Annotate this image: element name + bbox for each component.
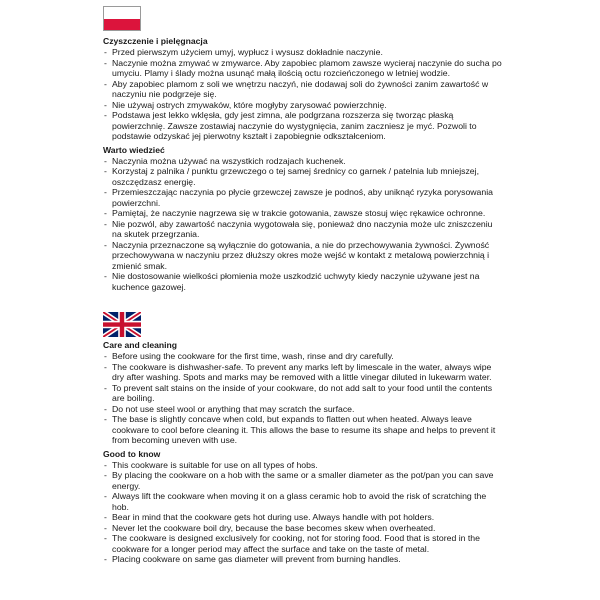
poland-flag-icon — [103, 6, 141, 31]
en-know-heading: Good to know — [103, 448, 161, 459]
list-item: - Aby zapobiec plamom z soli we wnętrzu naczyń, nie dodawaj soli do żywności zanim zawartość w naczyniu nie podgrzeje się. — [103, 79, 503, 100]
en-know-list — [103, 460, 503, 565]
list-item: - Nie pozwól, aby zawartość naczynia wygotowała się, ponieważ dno naczynia może ulc zniszczeniu na skutek przegrzania. — [103, 219, 503, 240]
list-item: - Placing cookware on same gas diameter will prevent from burning handles. — [103, 554, 503, 565]
uk-flag-icon — [103, 312, 141, 337]
list-item: - By placing the cookware on a hob with the same or a smaller diameter as the pot/pan you can save energy. — [103, 470, 503, 491]
list-item: - Naczynie można zmywać w zmywarce. Aby zapobiec plamom zawsze wycieraj naczynie do sucha po umyciu. Plamy i ślady można usunąć małą ilością octu rozcieńczonego w letniej wodzie. — [103, 58, 503, 79]
list-item: - Naczynia można używać na wszystkich rodzajach kuchenek. — [103, 156, 503, 167]
en-care-list — [103, 351, 503, 446]
list-item: - Bear in mind that the cookware gets hot during use. Always handle with pot holders. — [103, 512, 503, 523]
list-item: - To prevent salt stains on the inside of your cookware, do not add salt to your food until the contents are boiling. — [103, 383, 503, 404]
polish-section — [103, 36, 503, 292]
pl-care-heading: Czyszczenie i pielęgnacja — [103, 36, 208, 46]
list-item: - Przed pierwszym użyciem umyj, wypłucz i wysusz dokładnie naczynie. — [103, 47, 503, 58]
pl-care-list — [103, 47, 503, 142]
list-item: - The base is slightly concave when cold, but expands to flatten out when heated. Always leave cookware to cool before cleaning it. This allows the base to resume its shape and helps to prevent it from becoming uneven with use. — [103, 414, 503, 446]
list-item: - This cookware is suitable for use on all types of hobs. — [103, 460, 503, 471]
list-item: - Always lift the cookware when moving it on a glass ceramic hob to avoid the risk of scratching the hob. — [103, 491, 503, 512]
list-item: - Korzystaj z palnika / punktu grzewczego o tej samej średnicy co garnek / patelnia lub mniejszej, oszczędzasz energię. — [103, 166, 503, 187]
pl-know-list — [103, 156, 503, 293]
list-item: - Nie używaj ostrych zmywaków, które mogłyby zarysować powierzchnię. — [103, 100, 503, 111]
list-item: - The cookware is designed exclusively for cooking, not for storing food. Food that is stored in the cookware for a longer period may affect the surface and take on the taste of metal. — [103, 533, 503, 554]
list-item: - Before using the cookware for the first time, wash, rinse and dry carefully. — [103, 351, 503, 362]
list-item: - Do not use steel wool or anything that may scratch the surface. — [103, 404, 503, 415]
list-item: - Naczynia przeznaczone są wyłącznie do gotowania, a nie do przechowywania żywności. Żywność przechowywana w naczyniu przez dłuższy okres może wejść w kontakt z metalową powierzchnią i zmienić smak. — [103, 240, 503, 272]
list-item: - Przemieszczając naczynia po płycie grzewczej zawsze je podnoś, aby uniknąć ryzyka porysowania powierzchni. — [103, 187, 503, 208]
list-item: - The cookware is dishwasher-safe. To prevent any marks left by limescale in the water, always wipe dry after washing. Spots and marks may be removed with a little vinegar diluted in lukewarm water. — [103, 362, 503, 383]
list-item: - Podstawa jest lekko wklęsła, gdy jest zimna, ale podgrzana rozszerza się tworząc płaską powierzchnię. Zawsze zostawiaj naczynie do wystygnięcia, zanim zaczniesz je myć. Pozwoli to podstawie odzyskać jej pierwotny kształt i zapobiegnie odkształceniom. — [103, 110, 503, 142]
list-item: - Nie dostosowanie wielkości płomienia może uszkodzić uchwyty kiedy naczynie używane jest na kuchence gazowej. — [103, 271, 503, 292]
list-item: - Pamiętaj, że naczynie nagrzewa się w trakcie gotowania, zawsze stosuj więc rękawice ochronne. — [103, 208, 503, 219]
list-item: - Never let the cookware boil dry, because the base becomes skew when overheated. — [103, 523, 503, 534]
en-care-heading: Care and cleaning — [103, 340, 178, 350]
english-section — [103, 340, 503, 565]
pl-know-heading: Warto wiedzieć — [103, 144, 165, 155]
